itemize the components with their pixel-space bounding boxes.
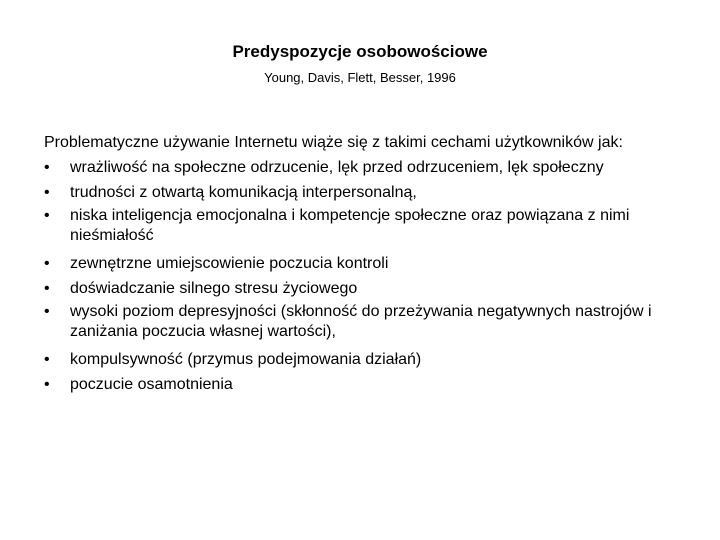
bullet-icon: • — [44, 303, 50, 320]
bullet-icon: • — [44, 351, 50, 368]
bullet-icon: • — [44, 159, 50, 176]
list-item — [44, 252, 684, 276]
bullet-icon: • — [44, 255, 50, 272]
list-item-text: niska inteligencja emocjonalna i kompetencje społeczne oraz powiązana z nimi nieśmiałość — [70, 207, 630, 244]
list-item-text: zewnętrzne umiejscowienie poczucia kontroli — [70, 255, 389, 272]
slide-subtitle: Young, Davis, Flett, Besser, 1996 — [264, 70, 456, 85]
bullet-icon: • — [44, 280, 50, 297]
bullet-list — [44, 156, 684, 397]
list-item-text: poczucie osamotnienia — [70, 376, 233, 393]
list-item-text: kompulsywność (przymus podejmowania działań) — [70, 351, 422, 368]
list-item-text: trudności z otwartą komunikacją interpersonalną, — [70, 184, 417, 201]
slide-body — [44, 131, 684, 398]
list-item-text: doświadczanie silnego stresu życiowego — [70, 280, 358, 297]
list-item — [44, 181, 684, 205]
list-item — [44, 277, 684, 301]
list-item — [44, 302, 684, 342]
bullet-icon: • — [44, 376, 50, 393]
list-item-text: wrażliwość na społeczne odrzucenie, lęk przed odrzuceniem, lęk społeczny — [70, 159, 604, 176]
list-item — [44, 156, 684, 180]
bullet-icon: • — [44, 184, 50, 201]
list-item — [44, 373, 684, 397]
list-item-text: wysoki poziom depresyjności (skłonność do przeżywania negatywnych nastrojów i zaniżania poczucia własnej wartości), — [70, 303, 652, 340]
list-item — [44, 348, 684, 372]
list-item — [44, 206, 684, 246]
bullet-icon: • — [44, 207, 50, 224]
intro-text: Problematyczne używanie Internetu wiąże się z takimi cechami użytkowników jak: — [44, 134, 623, 151]
slide-title: Predyspozycje osobowościowe — [232, 42, 488, 61]
